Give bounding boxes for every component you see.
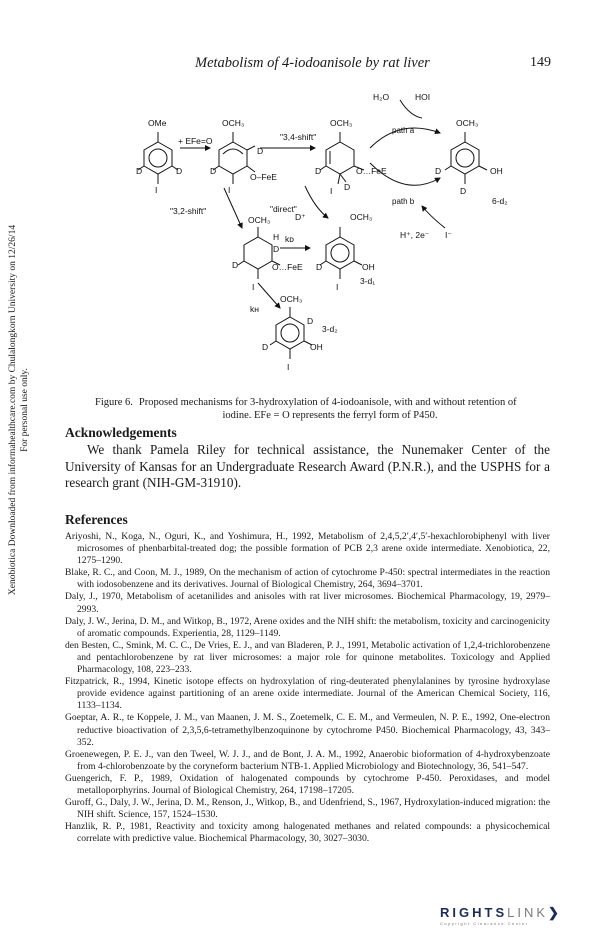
label-path-b: path b xyxy=(392,197,415,206)
ring-intermediate-b xyxy=(320,132,364,184)
label-d7: D xyxy=(435,166,442,176)
reference-list xyxy=(65,531,550,845)
label-i2: I xyxy=(228,185,231,195)
label-d-c: D xyxy=(460,186,467,196)
label-d4: D xyxy=(257,146,264,156)
label-shift34: "3,4-shift" xyxy=(280,132,317,142)
acknowledgements-heading: Acknowledgements xyxy=(65,425,177,440)
label-i6: I xyxy=(287,362,290,372)
label-3d2: 3-d₂ xyxy=(322,324,338,334)
figure-label: Figure 6. xyxy=(95,397,133,408)
label-i-minus: I⁻ xyxy=(445,230,452,240)
reaction-scheme-figure xyxy=(130,88,550,388)
label-oh-e: OH xyxy=(362,262,375,272)
label-o-fee-d: O…FeE xyxy=(272,262,303,272)
label-d6: D xyxy=(344,182,351,192)
label-h2o: H₂O xyxy=(373,92,390,102)
label-oh-f: OH xyxy=(310,342,323,352)
reference-item: den Besten, C., Smink, M. C. C., De Vries, E. J., and van Bladeren, P. J., 1991, Metabolic activation of 1,2,4-trichlorobenzene and pentachlorobenzene by rat liver microsomes: a major role for quinone metabolites. Toxicology and Applied Pharmacology, 108, 223–233. xyxy=(65,639,550,676)
label-ome: OMe xyxy=(148,118,167,128)
label-d9: D xyxy=(232,260,239,270)
label-d5: D xyxy=(315,166,322,176)
rightslink-logo[interactable] xyxy=(440,905,580,929)
logo-link: LINK xyxy=(507,905,549,920)
references-heading: References xyxy=(65,512,128,527)
arrow-path-b-input xyxy=(422,206,445,228)
label-och3-c: OCH₃ xyxy=(456,118,479,128)
label-3d1: 3-d₁ xyxy=(360,276,376,286)
label-och3-d: OCH₃ xyxy=(248,215,271,225)
label-i1: I xyxy=(155,185,158,195)
label-d12: D xyxy=(262,342,269,352)
label-d2: D xyxy=(176,166,183,176)
ring-product-6d2 xyxy=(445,132,487,184)
label-h-2e: H⁺, 2e⁻ xyxy=(400,230,430,240)
reference-item: Goeptar, A. R., te Koppele, J. M., van Maanen, J. M. S., Zoetemelk, C. E. M., and Vermeulen, N. P. E., 1992, One-electron reductive bioactivation of 2,3,5,6-tetramethylbenzoquinone by cytochrome P450. Biochemical Pharmacology, 43, 343–352. xyxy=(65,712,550,748)
reference-item: Guengerich, F. P., 1989, Oxidation of halogenated compounds by cytochrome P-450. Peroxidases, and model metalloporphyrins. Journal of Biological Chemistry, 264, 17198–17205. xyxy=(65,772,550,796)
label-h-d: H xyxy=(273,232,280,242)
label-d3: D xyxy=(210,166,217,176)
label-o-fee-a: O–FeE xyxy=(250,172,277,182)
label-efe-o: + EFe=O xyxy=(178,136,213,146)
caption-text: Proposed mechanisms for 3-hydroxylation of 4-iodoanisole, with and without retention of xyxy=(138,397,517,408)
page-number: 149 xyxy=(530,55,551,70)
running-header xyxy=(0,55,615,75)
logo-subtitle: Copyright Clearance Center xyxy=(440,921,529,926)
arrow-path-a-input xyxy=(400,100,422,118)
label-d11: D xyxy=(307,316,314,326)
reference-item: Daly, J., 1970, Metabolism of acetanilides and anisoles with rat liver microsomes. Biochemical Pharmacology, 19, 2979–2993. xyxy=(65,591,550,615)
reference-item: Hanzlik, R. P., 1981, Reactivity and toxicity among halogenated methanes and related compounds: a physicochemical correlate with predictive value. Biochemical Pharmacology, 30, 3027–3030. xyxy=(65,821,550,845)
label-d1: D xyxy=(136,166,143,176)
reference-item: Groenewegen, P. E. J., van den Tweel, W. J. J., and de Bont, J. A. M., 1992, Anaerobic bioformation of 4-hydroxybenzoate from 4-chlorobenzoate by the coryneform bacterium NTB-1. Applied Microbiology and Biotechnology, 36, 541–547. xyxy=(65,748,550,772)
ring-iodoanisole xyxy=(138,132,178,184)
label-i4: I xyxy=(252,282,255,292)
label-och3-a: OCH₃ xyxy=(222,118,245,128)
label-och3-b: OCH₃ xyxy=(330,118,353,128)
label-direct: "direct" xyxy=(270,204,297,214)
label-shift32: "3,2-shift" xyxy=(170,206,207,216)
caption-text-2: iodine. EFe = O represents the ferryl form of P450. xyxy=(222,410,438,421)
logo-rights: RIGHTS xyxy=(440,905,508,920)
watermark-line-1: Xenobiotica Downloaded from informahealthcare.com by Chulalongkorn University on 12/26/14 xyxy=(8,224,18,596)
reference-item: Ariyoshi, N., Koga, N., Oguri, K., and Yoshimura, H., 1992, Metabolism of 2,4,5,2′,4′,5′-hexachlorobiphenyl with liver microsomes of phenbarbital-treated dog; the possible formation of PCB 2,3 arene oxide intermediate. Xenobiotica, 22, 1275–1290. xyxy=(65,531,550,567)
reference-item: Fitzpatrick, R., 1994, Kinetic isotope effects on hydroxylation of ring-deuterated phenylalanines by tyrosine hydroxylase provide evidence against partitioning of an arene oxide intermediate. Journal of the American Chemical Society, 116, 1133–1134. xyxy=(65,676,550,712)
ring-intermediate-a xyxy=(213,132,255,184)
label-i3: I xyxy=(330,186,333,196)
reference-item: Daly, J. W., Jerina, D. M., and Witkop, B., 1972, Arene oxides and the NIH shift: the metabolism, toxicity and carcinogenicity of aromatic compounds. Experientia, 28, 1129–1149. xyxy=(65,615,550,639)
label-d-plus: D⁺ xyxy=(295,212,306,222)
acknowledgements-body: We thank Pamela Riley for technical assistance, the Nunemaker Center of the University of Kansas for an Undergraduate Research Award (P.N.R.), and the USPHS for a research grant (NIH-GM-31910). xyxy=(65,442,550,490)
label-hoi: HOI xyxy=(415,92,431,102)
label-och3-e: OCH₃ xyxy=(350,212,373,222)
label-kh: kʜ xyxy=(250,304,259,314)
ring-product-3d1 xyxy=(320,227,362,279)
label-path-a: path a xyxy=(392,126,415,135)
reference-item: Guroff, G., Daly, J. W., Jerina, D. M., Renson, J., Witkop, B., and Udenfriend, S., 1967, Hydroxylation-induced migration: the NIH shift. Science, 157, 1524–1530. xyxy=(65,797,550,821)
label-o-fee-b: O…FeE xyxy=(356,166,387,176)
label-kd: kᴅ xyxy=(285,234,294,244)
label-d10: D xyxy=(316,262,323,272)
download-watermark xyxy=(6,150,38,670)
label-och3-f: OCH₃ xyxy=(280,294,303,304)
figure-caption xyxy=(95,396,565,422)
label-i5: I xyxy=(336,282,339,292)
label-oh-c: OH xyxy=(490,166,503,176)
watermark-line-2: For personal use only. xyxy=(20,368,30,452)
label-d8: D xyxy=(273,244,280,254)
label-6d2: 6-d₂ xyxy=(492,196,508,206)
reference-item: Blake, R. C., and Coon, M. J., 1989, On the mechanism of action of cytochrome P-450: spectral intermediates in the reaction with iodosobenzene and its derivatives. Journal of Biological Chemistry, 264, 3694–3701. xyxy=(65,567,550,591)
chevron-right-icon: ❯ xyxy=(548,905,562,920)
running-title: Metabolism of 4-iodoanisole by rat liver xyxy=(195,55,430,71)
ring-product-3d2 xyxy=(270,307,312,359)
